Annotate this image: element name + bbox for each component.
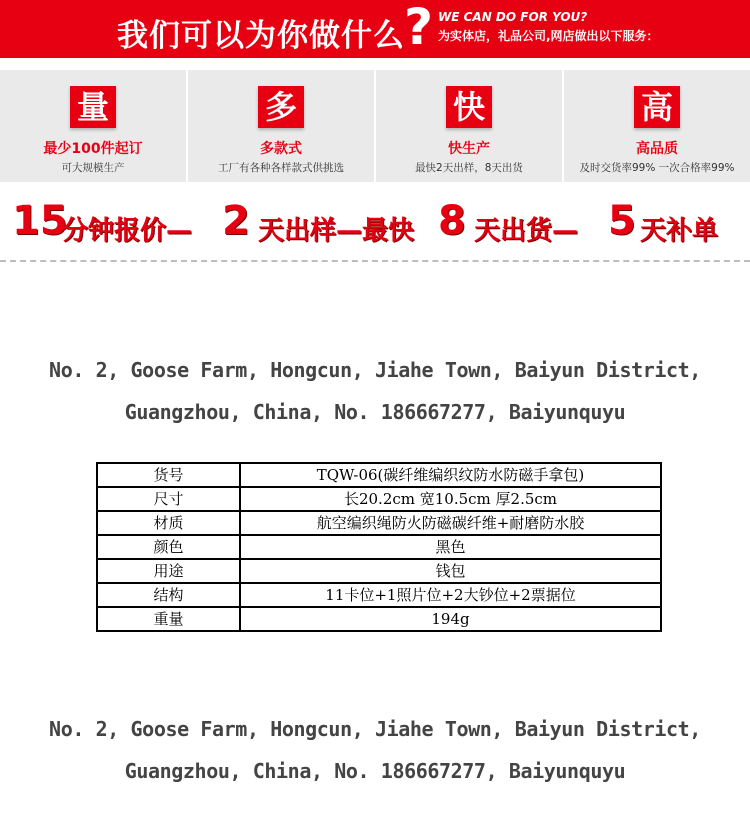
feature-title: 高品质 — [636, 141, 678, 157]
spec-value: 11卡位+1照片位+2大钞位+2票据位 — [240, 583, 661, 607]
feature-cards — [0, 70, 750, 182]
table-row — [97, 559, 661, 583]
banner-subtitle: 为实体店，礼品公司,网店做出以下服务： — [438, 29, 659, 43]
feature-desc: 工厂有各种各样款式供挑选 — [218, 162, 344, 174]
slogan-text: 天出货— — [474, 216, 579, 246]
table-row — [97, 511, 661, 535]
slogan-text: 分钟报价— — [62, 216, 193, 246]
quantity-badge: 量 — [70, 86, 116, 128]
feature-card-quality — [564, 70, 750, 182]
address-bottom-line1: No. 2, Goose Farm, Hongcun, Jiahe Town, Baiyun District, — [49, 717, 701, 741]
spec-value: 194g — [240, 607, 661, 631]
slogan-text: 天补单 — [640, 216, 719, 246]
feature-title: 快生产 — [448, 141, 490, 157]
spec-value: TQW-06(碳纤维编织纹防水防磁手拿包) — [240, 463, 661, 487]
spec-value: 航空编织绳防火防磁碳纤维+耐磨防水胶 — [240, 511, 661, 535]
spec-table — [96, 462, 662, 632]
spec-key: 结构 — [97, 583, 240, 607]
spec-value: 钱包 — [240, 559, 661, 583]
feature-card-variety — [188, 70, 374, 182]
table-row — [97, 607, 661, 631]
table-row — [97, 487, 661, 511]
question-mark-icon: ? — [404, 0, 434, 56]
spec-key: 货号 — [97, 463, 240, 487]
address-top-line1: No. 2, Goose Farm, Hongcun, Jiahe Town, Baiyun District, — [49, 358, 701, 382]
feature-desc: 最快2天出样，8天出货 — [415, 162, 523, 174]
spec-value: 长20.2cm 宽10.5cm 厚2.5cm — [240, 487, 661, 511]
variety-badge: 多 — [258, 86, 304, 128]
table-row — [97, 463, 661, 487]
spec-value: 黑色 — [240, 535, 661, 559]
spec-key: 用途 — [97, 559, 240, 583]
speed-badge: 快 — [446, 86, 492, 128]
service-slogan — [0, 198, 750, 254]
address-top-line2: Guangzhou, China, No. 186667277, Baiyunquyu — [124, 400, 626, 424]
quality-badge: 高 — [634, 86, 680, 128]
slogan-number: 8 — [438, 198, 466, 244]
feature-card-speed — [376, 70, 562, 182]
spec-key: 材质 — [97, 511, 240, 535]
slogan-text: 天出样—最快 — [258, 216, 415, 246]
spec-key: 重量 — [97, 607, 240, 631]
feature-desc: 及时交货率99% 一次合格率99% — [579, 162, 735, 174]
spec-key: 颜色 — [97, 535, 240, 559]
banner-english: WE CAN DO FOR YOU? — [438, 10, 588, 24]
feature-title: 最少100件起订 — [43, 141, 143, 157]
slogan-number: 2 — [222, 198, 250, 244]
feature-title: 多款式 — [260, 141, 302, 157]
address-bottom-line2: Guangzhou, China, No. 186667277, Baiyunquyu — [124, 759, 626, 783]
feature-desc: 可大规模生产 — [61, 162, 125, 174]
spec-key: 尺寸 — [97, 487, 240, 511]
feature-card-quantity — [0, 70, 186, 182]
top-banner — [0, 0, 750, 58]
table-row — [97, 535, 661, 559]
table-row — [97, 583, 661, 607]
banner-title: 我们可以为你做什么 — [117, 18, 405, 54]
slogan-number: 15 — [12, 198, 68, 244]
dashed-divider — [0, 260, 750, 262]
slogan-number: 5 — [608, 198, 636, 244]
